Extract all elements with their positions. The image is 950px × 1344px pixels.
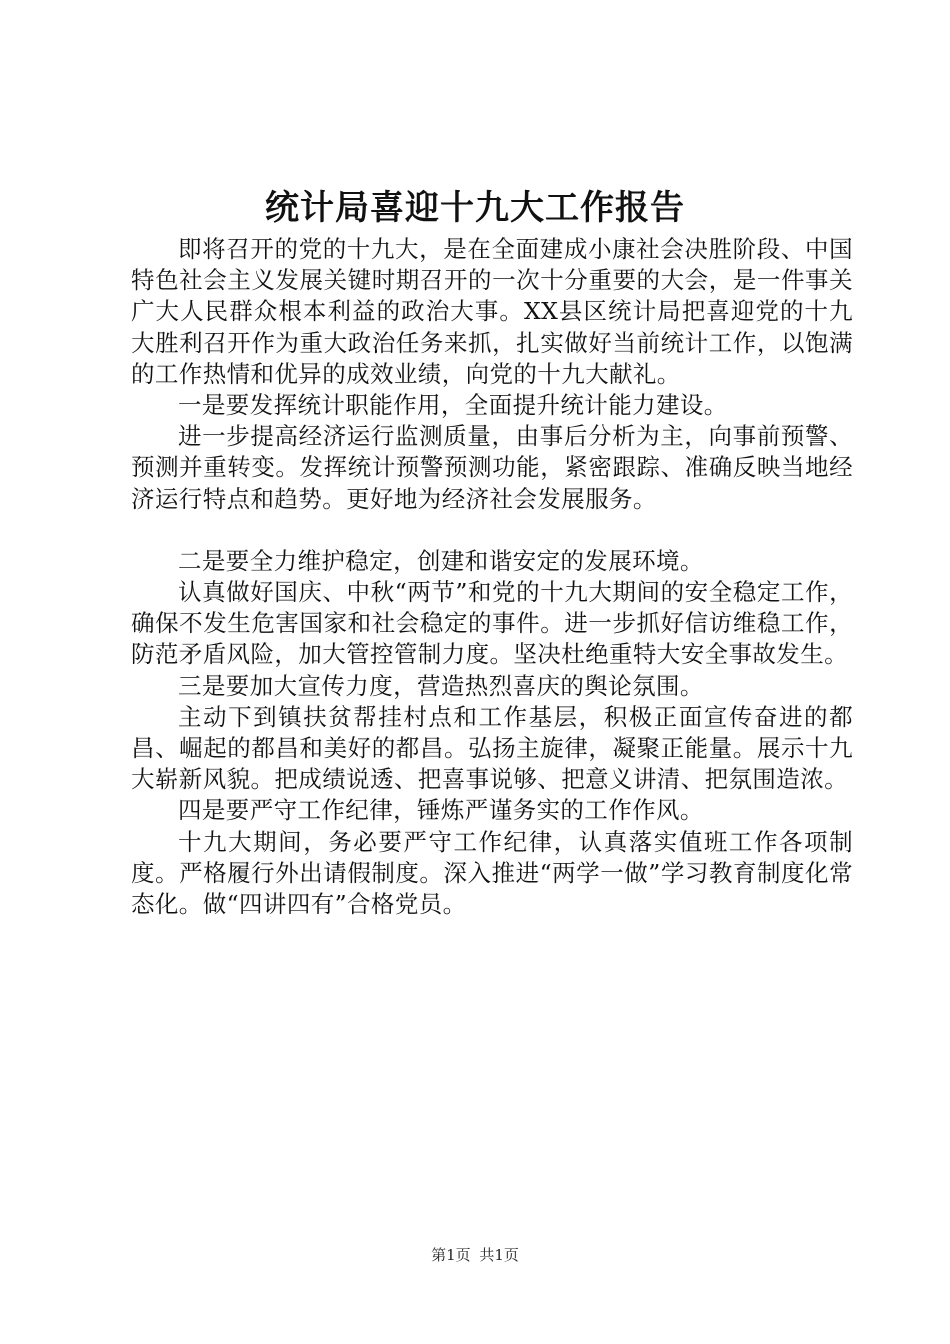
page-total: 共1页 — [479, 1246, 519, 1264]
paragraph-point-three: 主动下到镇扶贫帮挂村点和工作基层，积极正面宣传奋进的都昌、崛起的都昌和美好的都昌。弘扬主旋律，凝聚正能量。展示十九大崭新风貌。把成绩说透、把喜事说够、把意义讲清、把氛围造浓。 — [131, 702, 853, 794]
paragraph-intro: 即将召开的党的十九大，是在全面建成小康社会决胜阶段、中国特色社会主义发展关键时期召开的一次十分重要的大会，是一件事关广大人民群众根本利益的政治大事。XX县区统计局把喜迎党的十九大胜利召开作为重大政治任务来抓，扎实做好当前统计工作，以饱满的工作热情和优异的成效业绩，向党的十九大献礼。 — [131, 235, 853, 388]
paragraph-point-four: 十九大期间，务必要严守工作纪律，认真落实值班工作各项制度。严格履行外出请假制度。深入推进“两学一做”学习教育制度化常态化。做“四讲四有”合格党员。 — [131, 827, 853, 919]
heading-point-one: 一是要发挥统计职能作用，全面提升统计能力建设。 — [178, 391, 728, 420]
page-number: 第1页 — [431, 1246, 471, 1264]
heading-point-three: 三是要加大宣传力度，营造热烈喜庆的舆论氛围。 — [178, 671, 704, 700]
heading-point-four: 四是要严守工作纪律，锤炼严谨务实的工作作风。 — [178, 796, 704, 825]
heading-point-two: 二是要全力维护稳定，创建和谐安定的发展环境。 — [178, 546, 704, 575]
document-title: 统计局喜迎十九大工作报告 — [265, 188, 685, 228]
paragraph-point-two: 认真做好国庆、中秋“两节”和党的十九大期间的安全稳定工作，确保不发生危害国家和社会稳定的事件。进一步抓好信访维稳工作，防范矛盾风险，加大管控管制力度。坚决杜绝重特大安全事故发生。 — [131, 578, 853, 669]
paragraph-point-one: 进一步提高经济运行监测质量，由事后分析为主，向事前预警、预测并重转变。发挥统计预警预测功能，紧密跟踪、准确反映当地经济运行特点和趋势。更好地为经济社会发展服务。 — [131, 422, 853, 513]
page-footer — [0, 1245, 950, 1265]
document-body — [131, 234, 853, 920]
